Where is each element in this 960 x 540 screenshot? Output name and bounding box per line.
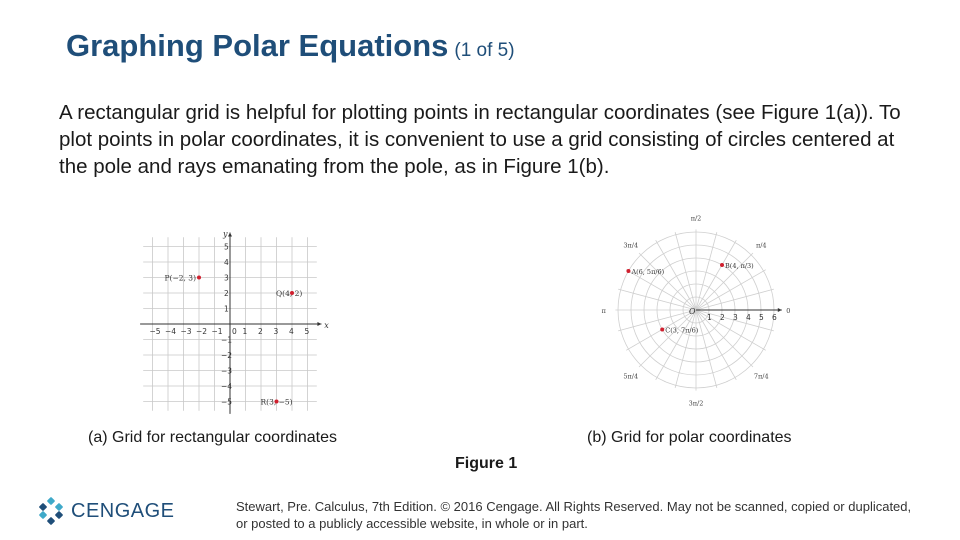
polar-data-point [626,269,630,273]
polar-point-label: B(4, π/3) [725,261,754,270]
y-tick-label: −3 [221,366,233,376]
cengage-logo-icon [37,497,65,525]
polar-ray [696,310,736,380]
caption-rectangular: (a) Grid for rectangular coordinates [88,429,337,446]
polar-data-point [660,328,664,332]
title-page-indicator: (1 of 5) [454,40,515,61]
logo-wordmark: CENGAGE [71,499,175,522]
copyright-notice: Stewart, Pre. Calculus, 7th Edition. © 2016 Cengage. All Rights Reserved. May not be scanned, copied or duplicated, or posted to a publicly accessible website, in whole or in part. [236,499,912,531]
point-label: Q(4, 2) [276,289,303,298]
angle-label: 0 [786,307,791,315]
angle-label: 5π/4 [623,372,639,381]
x-tick-label: 5 [304,327,310,336]
polar-ray [696,270,766,310]
y-tick-label: −1 [221,335,233,345]
polar-point-label: C(3, 7π/6) [665,326,699,335]
title-main: Graphing Polar Equations [66,28,449,63]
point-label: R(3, −5) [260,397,293,407]
x-tick-label: −3 [180,327,192,336]
y-tick-label: −2 [221,351,233,360]
y-tick-label: 3 [224,273,229,283]
radial-tick-label: 3 [733,313,738,322]
pole-label: O [689,307,696,316]
y-tick-label: −4 [221,382,233,391]
angle-label: π/4 [755,241,767,250]
radial-tick-label: 5 [759,313,764,322]
data-point [197,276,201,280]
y-tick-label: 5 [224,242,229,252]
polar-axis-arrow [778,308,782,312]
polar-ray [696,240,736,310]
rectangular-grid-svg [140,216,329,410]
polar-data-point [720,263,724,267]
y-tick-label: 4 [224,258,229,267]
x-tick-label: −2 [196,327,208,336]
x-tick-label: 1 [242,327,248,336]
cengage-logo [37,497,175,525]
x-axis-arrow [317,322,321,326]
angle-label: 7π/4 [753,372,769,381]
caption-polar: (b) Grid for polar coordinates [587,429,792,446]
radial-tick-label: 6 [772,313,777,322]
angle-label: π [601,307,606,315]
polar-grid-figure [601,214,792,408]
rectangular-grid-figure [140,216,329,410]
y-axis-label: y [223,229,228,239]
x-tick-label: 0 [232,327,237,336]
angle-label: π/2 [690,214,702,223]
radial-tick-label: 2 [720,313,725,322]
polar-ray [639,253,696,310]
angle-label: 3π/2 [688,399,704,408]
x-axis-label: x [324,321,329,330]
x-tick-label: 2 [258,327,263,336]
x-tick-label: 3 [273,327,279,336]
y-axis-arrow [228,233,232,237]
polar-point-label: A(6, 5π/6) [631,268,665,276]
y-tick-label: 1 [224,304,229,314]
angle-label: 3π/4 [623,241,639,250]
x-tick-label: −4 [165,327,177,336]
y-tick-label: −5 [221,397,233,407]
x-tick-label: −1 [211,327,223,336]
polar-grid-svg [601,214,792,408]
polar-ray [656,310,696,380]
y-tick-label: 2 [224,289,229,298]
radial-tick-label: 1 [707,313,712,322]
slide-title [66,28,515,64]
x-tick-label: −5 [149,327,161,336]
figure-label: Figure 1 [455,455,518,472]
body-paragraph: A rectangular grid is helpful for plotting points in rectangular coordinates (see Figure 1(a)). To plot points in polar coordinates, it is convenient to use a grid consisting of circles centered at the pole and rays emanating from the pole, as in Figure 1(b). [59,101,901,178]
radial-tick-label: 4 [746,313,751,322]
polar-ray [639,310,696,367]
x-tick-label: 4 [289,327,294,336]
point-label: P(−2, 3) [164,273,196,283]
